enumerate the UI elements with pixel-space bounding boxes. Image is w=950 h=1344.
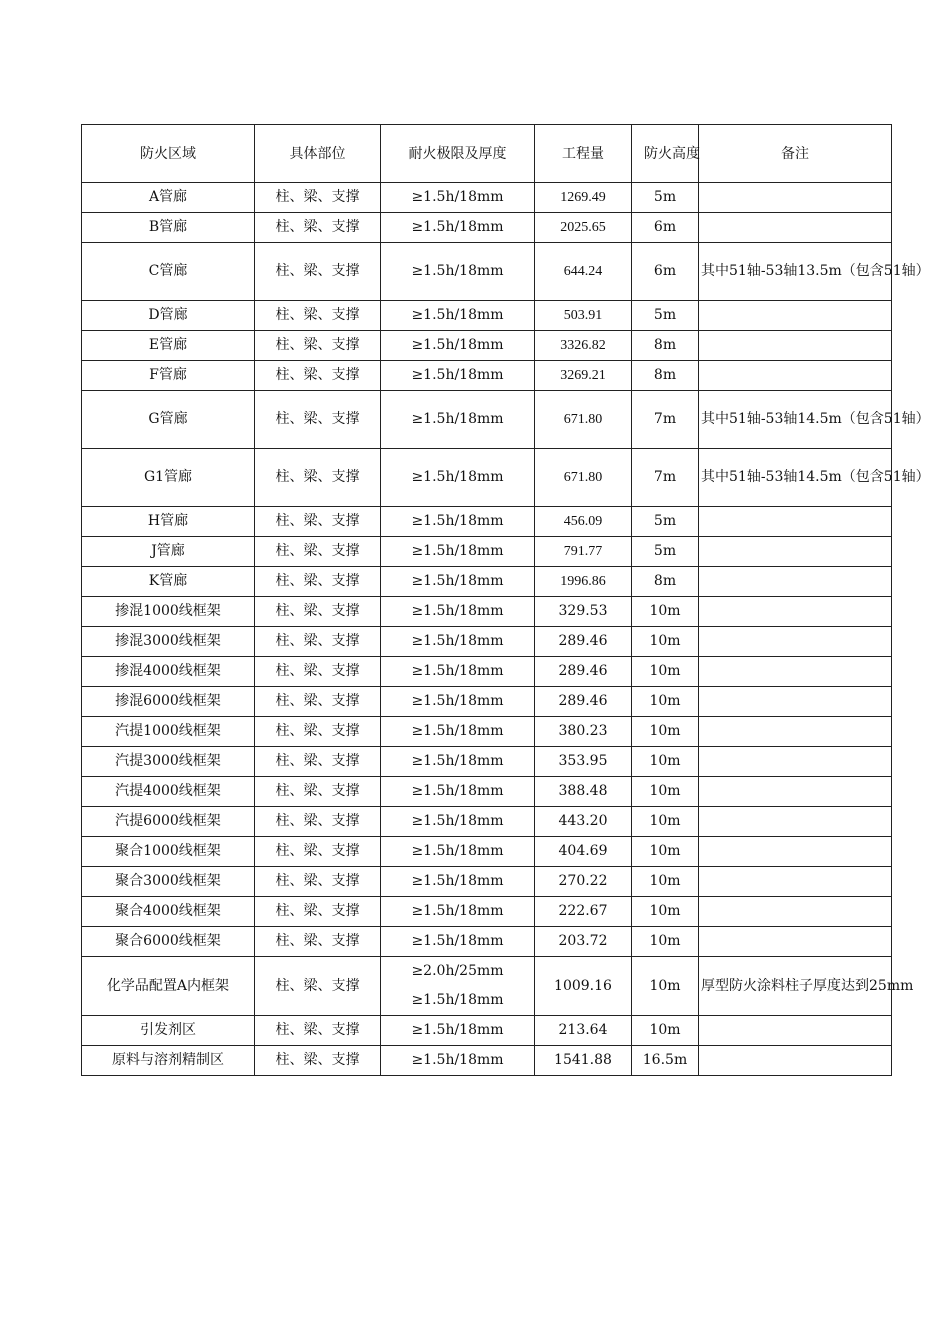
cell-rating xyxy=(381,627,535,657)
cell-area: D管廊 xyxy=(82,301,255,331)
cell-quantity: 329.53 xyxy=(535,597,632,627)
cell-area: 引发剂区 xyxy=(82,1016,255,1046)
cell-note xyxy=(699,301,892,331)
rating-value: ≥1.5h/18mm xyxy=(411,469,504,485)
rating-value: ≥1.5h/18mm xyxy=(411,219,504,235)
cell-quantity: 289.46 xyxy=(535,627,632,657)
rating-value: ≥1.5h/18mm xyxy=(411,693,504,709)
cell-quantity: 213.64 xyxy=(535,1016,632,1046)
cell-part: 柱、梁、支撑 xyxy=(255,807,381,837)
rating-value: ≥1.5h/18mm xyxy=(411,189,504,205)
table-row xyxy=(82,897,892,927)
header-row xyxy=(82,125,892,183)
table-row xyxy=(82,777,892,807)
cell-area: B管廊 xyxy=(82,213,255,243)
cell-note xyxy=(699,597,892,627)
table-row xyxy=(82,1046,892,1076)
cell-area: F管廊 xyxy=(82,361,255,391)
cell-area: 聚合3000线框架 xyxy=(82,867,255,897)
cell-quantity: 791.77 xyxy=(535,537,632,567)
table-row xyxy=(82,183,892,213)
cell-height: 7m xyxy=(632,449,699,507)
cell-part: 柱、梁、支撑 xyxy=(255,1016,381,1046)
cell-note xyxy=(699,213,892,243)
cell-area: H管廊 xyxy=(82,507,255,537)
cell-rating xyxy=(381,183,535,213)
cell-note xyxy=(699,627,892,657)
rating-value: ≥1.5h/18mm xyxy=(411,603,504,619)
cell-area: 掺混3000线框架 xyxy=(82,627,255,657)
header-quantity: 工程量 xyxy=(535,125,632,183)
table-row xyxy=(82,331,892,361)
cell-rating xyxy=(381,747,535,777)
cell-rating xyxy=(381,213,535,243)
cell-height: 10m xyxy=(632,717,699,747)
cell-quantity: 388.48 xyxy=(535,777,632,807)
cell-note: 其中51轴-53轴13.5m（包含51轴） xyxy=(699,243,892,301)
cell-note xyxy=(699,897,892,927)
rating-value: ≥1.5h/18mm xyxy=(411,753,504,769)
cell-part: 柱、梁、支撑 xyxy=(255,567,381,597)
cell-area: 汽提1000线框架 xyxy=(82,717,255,747)
cell-quantity: 1996.86 xyxy=(535,567,632,597)
cell-height: 7m xyxy=(632,391,699,449)
cell-height: 10m xyxy=(632,927,699,957)
cell-part: 柱、梁、支撑 xyxy=(255,867,381,897)
cell-height: 10m xyxy=(632,837,699,867)
rating-value: ≥2.0h/25mm xyxy=(411,963,504,979)
header-area: 防火区域 xyxy=(82,125,255,183)
cell-area: C管廊 xyxy=(82,243,255,301)
cell-height: 8m xyxy=(632,361,699,391)
cell-area: 掺混1000线框架 xyxy=(82,597,255,627)
cell-area: 掺混6000线框架 xyxy=(82,687,255,717)
cell-area: 掺混4000线框架 xyxy=(82,657,255,687)
cell-note xyxy=(699,1046,892,1076)
rating-value: ≥1.5h/18mm xyxy=(411,813,504,829)
cell-note xyxy=(699,687,892,717)
table-row xyxy=(82,657,892,687)
rating-value: ≥1.5h/18mm xyxy=(411,543,504,559)
cell-note xyxy=(699,717,892,747)
cell-height: 10m xyxy=(632,897,699,927)
cell-part: 柱、梁、支撑 xyxy=(255,301,381,331)
rating-value: ≥1.5h/18mm xyxy=(411,633,504,649)
cell-note: 厚型防火涂料柱子厚度达到25mm xyxy=(699,957,892,1016)
table-row xyxy=(82,213,892,243)
cell-part: 柱、梁、支撑 xyxy=(255,331,381,361)
cell-quantity: 380.23 xyxy=(535,717,632,747)
rating-value: ≥1.5h/18mm xyxy=(411,337,504,353)
cell-rating xyxy=(381,897,535,927)
cell-note: 其中51轴-53轴14.5m（包含51轴） xyxy=(699,449,892,507)
cell-height: 8m xyxy=(632,567,699,597)
rating-value: ≥1.5h/18mm xyxy=(411,723,504,739)
table-row xyxy=(82,1016,892,1046)
cell-height: 5m xyxy=(632,301,699,331)
rating-value: ≥1.5h/18mm xyxy=(411,783,504,799)
rating-value: ≥1.5h/18mm xyxy=(411,933,504,949)
cell-quantity: 353.95 xyxy=(535,747,632,777)
cell-quantity: 1269.49 xyxy=(535,183,632,213)
cell-height: 10m xyxy=(632,1016,699,1046)
cell-note xyxy=(699,567,892,597)
cell-part: 柱、梁、支撑 xyxy=(255,243,381,301)
cell-area: G1管廊 xyxy=(82,449,255,507)
cell-quantity: 503.91 xyxy=(535,301,632,331)
rating-value: ≥1.5h/18mm xyxy=(411,843,504,859)
cell-height: 10m xyxy=(632,777,699,807)
cell-quantity: 270.22 xyxy=(535,867,632,897)
cell-note xyxy=(699,1016,892,1046)
cell-area: 原料与溶剂精制区 xyxy=(82,1046,255,1076)
rating-value: ≥1.5h/18mm xyxy=(411,367,504,383)
table-row xyxy=(82,597,892,627)
rating-value: ≥1.5h/18mm xyxy=(411,573,504,589)
cell-rating xyxy=(381,301,535,331)
table-row xyxy=(82,687,892,717)
cell-note xyxy=(699,537,892,567)
table-row xyxy=(82,807,892,837)
cell-height: 10m xyxy=(632,747,699,777)
cell-rating xyxy=(381,837,535,867)
cell-height: 16.5m xyxy=(632,1046,699,1076)
cell-area: G管廊 xyxy=(82,391,255,449)
cell-area: 化学品配置A内框架 xyxy=(82,957,255,1016)
cell-note xyxy=(699,507,892,537)
cell-part: 柱、梁、支撑 xyxy=(255,957,381,1016)
cell-height: 5m xyxy=(632,537,699,567)
rating-value: ≥1.5h/18mm xyxy=(411,903,504,919)
cell-rating xyxy=(381,777,535,807)
header-note: 备注 xyxy=(699,125,892,183)
cell-note xyxy=(699,927,892,957)
rating-value: ≥1.5h/18mm xyxy=(411,513,504,529)
cell-quantity: 3326.82 xyxy=(535,331,632,361)
header-height: 防火高度 xyxy=(632,125,699,183)
cell-quantity: 644.24 xyxy=(535,243,632,301)
cell-note: 其中51轴-53轴14.5m（包含51轴） xyxy=(699,391,892,449)
cell-part: 柱、梁、支撑 xyxy=(255,1046,381,1076)
table-row xyxy=(82,627,892,657)
cell-note xyxy=(699,331,892,361)
cell-area: 聚合1000线框架 xyxy=(82,837,255,867)
table-row xyxy=(82,927,892,957)
cell-part: 柱、梁、支撑 xyxy=(255,597,381,627)
cell-note xyxy=(699,361,892,391)
cell-rating xyxy=(381,507,535,537)
header-rating: 耐火极限及厚度 xyxy=(381,125,535,183)
cell-rating xyxy=(381,717,535,747)
cell-area: 汽提4000线框架 xyxy=(82,777,255,807)
cell-height: 10m xyxy=(632,807,699,837)
cell-rating xyxy=(381,449,535,507)
cell-note xyxy=(699,657,892,687)
header-part: 具体部位 xyxy=(255,125,381,183)
cell-quantity: 3269.21 xyxy=(535,361,632,391)
cell-part: 柱、梁、支撑 xyxy=(255,897,381,927)
cell-rating xyxy=(381,537,535,567)
cell-part: 柱、梁、支撑 xyxy=(255,657,381,687)
cell-rating xyxy=(381,807,535,837)
cell-part: 柱、梁、支撑 xyxy=(255,837,381,867)
rating-value: ≥1.5h/18mm xyxy=(411,1052,504,1068)
cell-height: 10m xyxy=(632,627,699,657)
table-row xyxy=(82,507,892,537)
cell-quantity: 1009.16 xyxy=(535,957,632,1016)
cell-part: 柱、梁、支撑 xyxy=(255,183,381,213)
table-row xyxy=(82,837,892,867)
table-row xyxy=(82,747,892,777)
cell-height: 10m xyxy=(632,687,699,717)
cell-height: 6m xyxy=(632,213,699,243)
cell-note xyxy=(699,183,892,213)
cell-area: 汽提3000线框架 xyxy=(82,747,255,777)
cell-quantity: 671.80 xyxy=(535,391,632,449)
table-row xyxy=(82,301,892,331)
cell-part: 柱、梁、支撑 xyxy=(255,927,381,957)
cell-rating xyxy=(381,687,535,717)
cell-note xyxy=(699,867,892,897)
cell-part: 柱、梁、支撑 xyxy=(255,717,381,747)
cell-quantity: 404.69 xyxy=(535,837,632,867)
table-row xyxy=(82,717,892,747)
table-row xyxy=(82,957,892,1016)
table-row xyxy=(82,361,892,391)
cell-rating xyxy=(381,957,535,1016)
cell-part: 柱、梁、支撑 xyxy=(255,361,381,391)
cell-quantity: 289.46 xyxy=(535,657,632,687)
table-row xyxy=(82,391,892,449)
cell-rating xyxy=(381,361,535,391)
cell-height: 10m xyxy=(632,867,699,897)
cell-rating xyxy=(381,243,535,301)
table-row xyxy=(82,567,892,597)
cell-quantity: 1541.88 xyxy=(535,1046,632,1076)
cell-quantity: 456.09 xyxy=(535,507,632,537)
table-row xyxy=(82,449,892,507)
cell-quantity: 222.67 xyxy=(535,897,632,927)
cell-height: 10m xyxy=(632,597,699,627)
cell-rating xyxy=(381,597,535,627)
fireproofing-table xyxy=(81,124,930,1076)
rating-value: ≥1.5h/18mm xyxy=(411,1022,504,1038)
cell-part: 柱、梁、支撑 xyxy=(255,391,381,449)
rating-value: ≥1.5h/18mm xyxy=(411,992,504,1008)
cell-quantity: 443.20 xyxy=(535,807,632,837)
cell-rating xyxy=(381,567,535,597)
table-row xyxy=(82,243,892,301)
cell-height: 8m xyxy=(632,331,699,361)
cell-area: 聚合4000线框架 xyxy=(82,897,255,927)
rating-value: ≥1.5h/18mm xyxy=(411,307,504,323)
cell-area: E管廊 xyxy=(82,331,255,361)
cell-part: 柱、梁、支撑 xyxy=(255,449,381,507)
cell-part: 柱、梁、支撑 xyxy=(255,687,381,717)
rating-value: ≥1.5h/18mm xyxy=(411,411,504,427)
cell-quantity: 671.80 xyxy=(535,449,632,507)
cell-quantity: 2025.65 xyxy=(535,213,632,243)
cell-height: 10m xyxy=(632,657,699,687)
table-row xyxy=(82,537,892,567)
cell-rating xyxy=(381,867,535,897)
cell-rating xyxy=(381,331,535,361)
cell-note xyxy=(699,747,892,777)
cell-note xyxy=(699,777,892,807)
rating-value: ≥1.5h/18mm xyxy=(411,873,504,889)
cell-part: 柱、梁、支撑 xyxy=(255,537,381,567)
rating-value: ≥1.5h/18mm xyxy=(411,263,504,279)
cell-area: A管廊 xyxy=(82,183,255,213)
cell-part: 柱、梁、支撑 xyxy=(255,777,381,807)
cell-area: 聚合6000线框架 xyxy=(82,927,255,957)
cell-part: 柱、梁、支撑 xyxy=(255,213,381,243)
table-row xyxy=(82,867,892,897)
cell-part: 柱、梁、支撑 xyxy=(255,627,381,657)
cell-rating xyxy=(381,1016,535,1046)
cell-part: 柱、梁、支撑 xyxy=(255,507,381,537)
cell-note xyxy=(699,837,892,867)
cell-rating xyxy=(381,927,535,957)
cell-height: 5m xyxy=(632,183,699,213)
cell-height: 5m xyxy=(632,507,699,537)
cell-part: 柱、梁、支撑 xyxy=(255,747,381,777)
cell-height: 10m xyxy=(632,957,699,1016)
rating-value: ≥1.5h/18mm xyxy=(411,663,504,679)
cell-rating xyxy=(381,1046,535,1076)
cell-area: J管廊 xyxy=(82,537,255,567)
cell-rating xyxy=(381,657,535,687)
cell-note xyxy=(699,807,892,837)
cell-quantity: 203.72 xyxy=(535,927,632,957)
cell-area: K管廊 xyxy=(82,567,255,597)
cell-rating xyxy=(381,391,535,449)
cell-height: 6m xyxy=(632,243,699,301)
cell-quantity: 289.46 xyxy=(535,687,632,717)
cell-area: 汽提6000线框架 xyxy=(82,807,255,837)
